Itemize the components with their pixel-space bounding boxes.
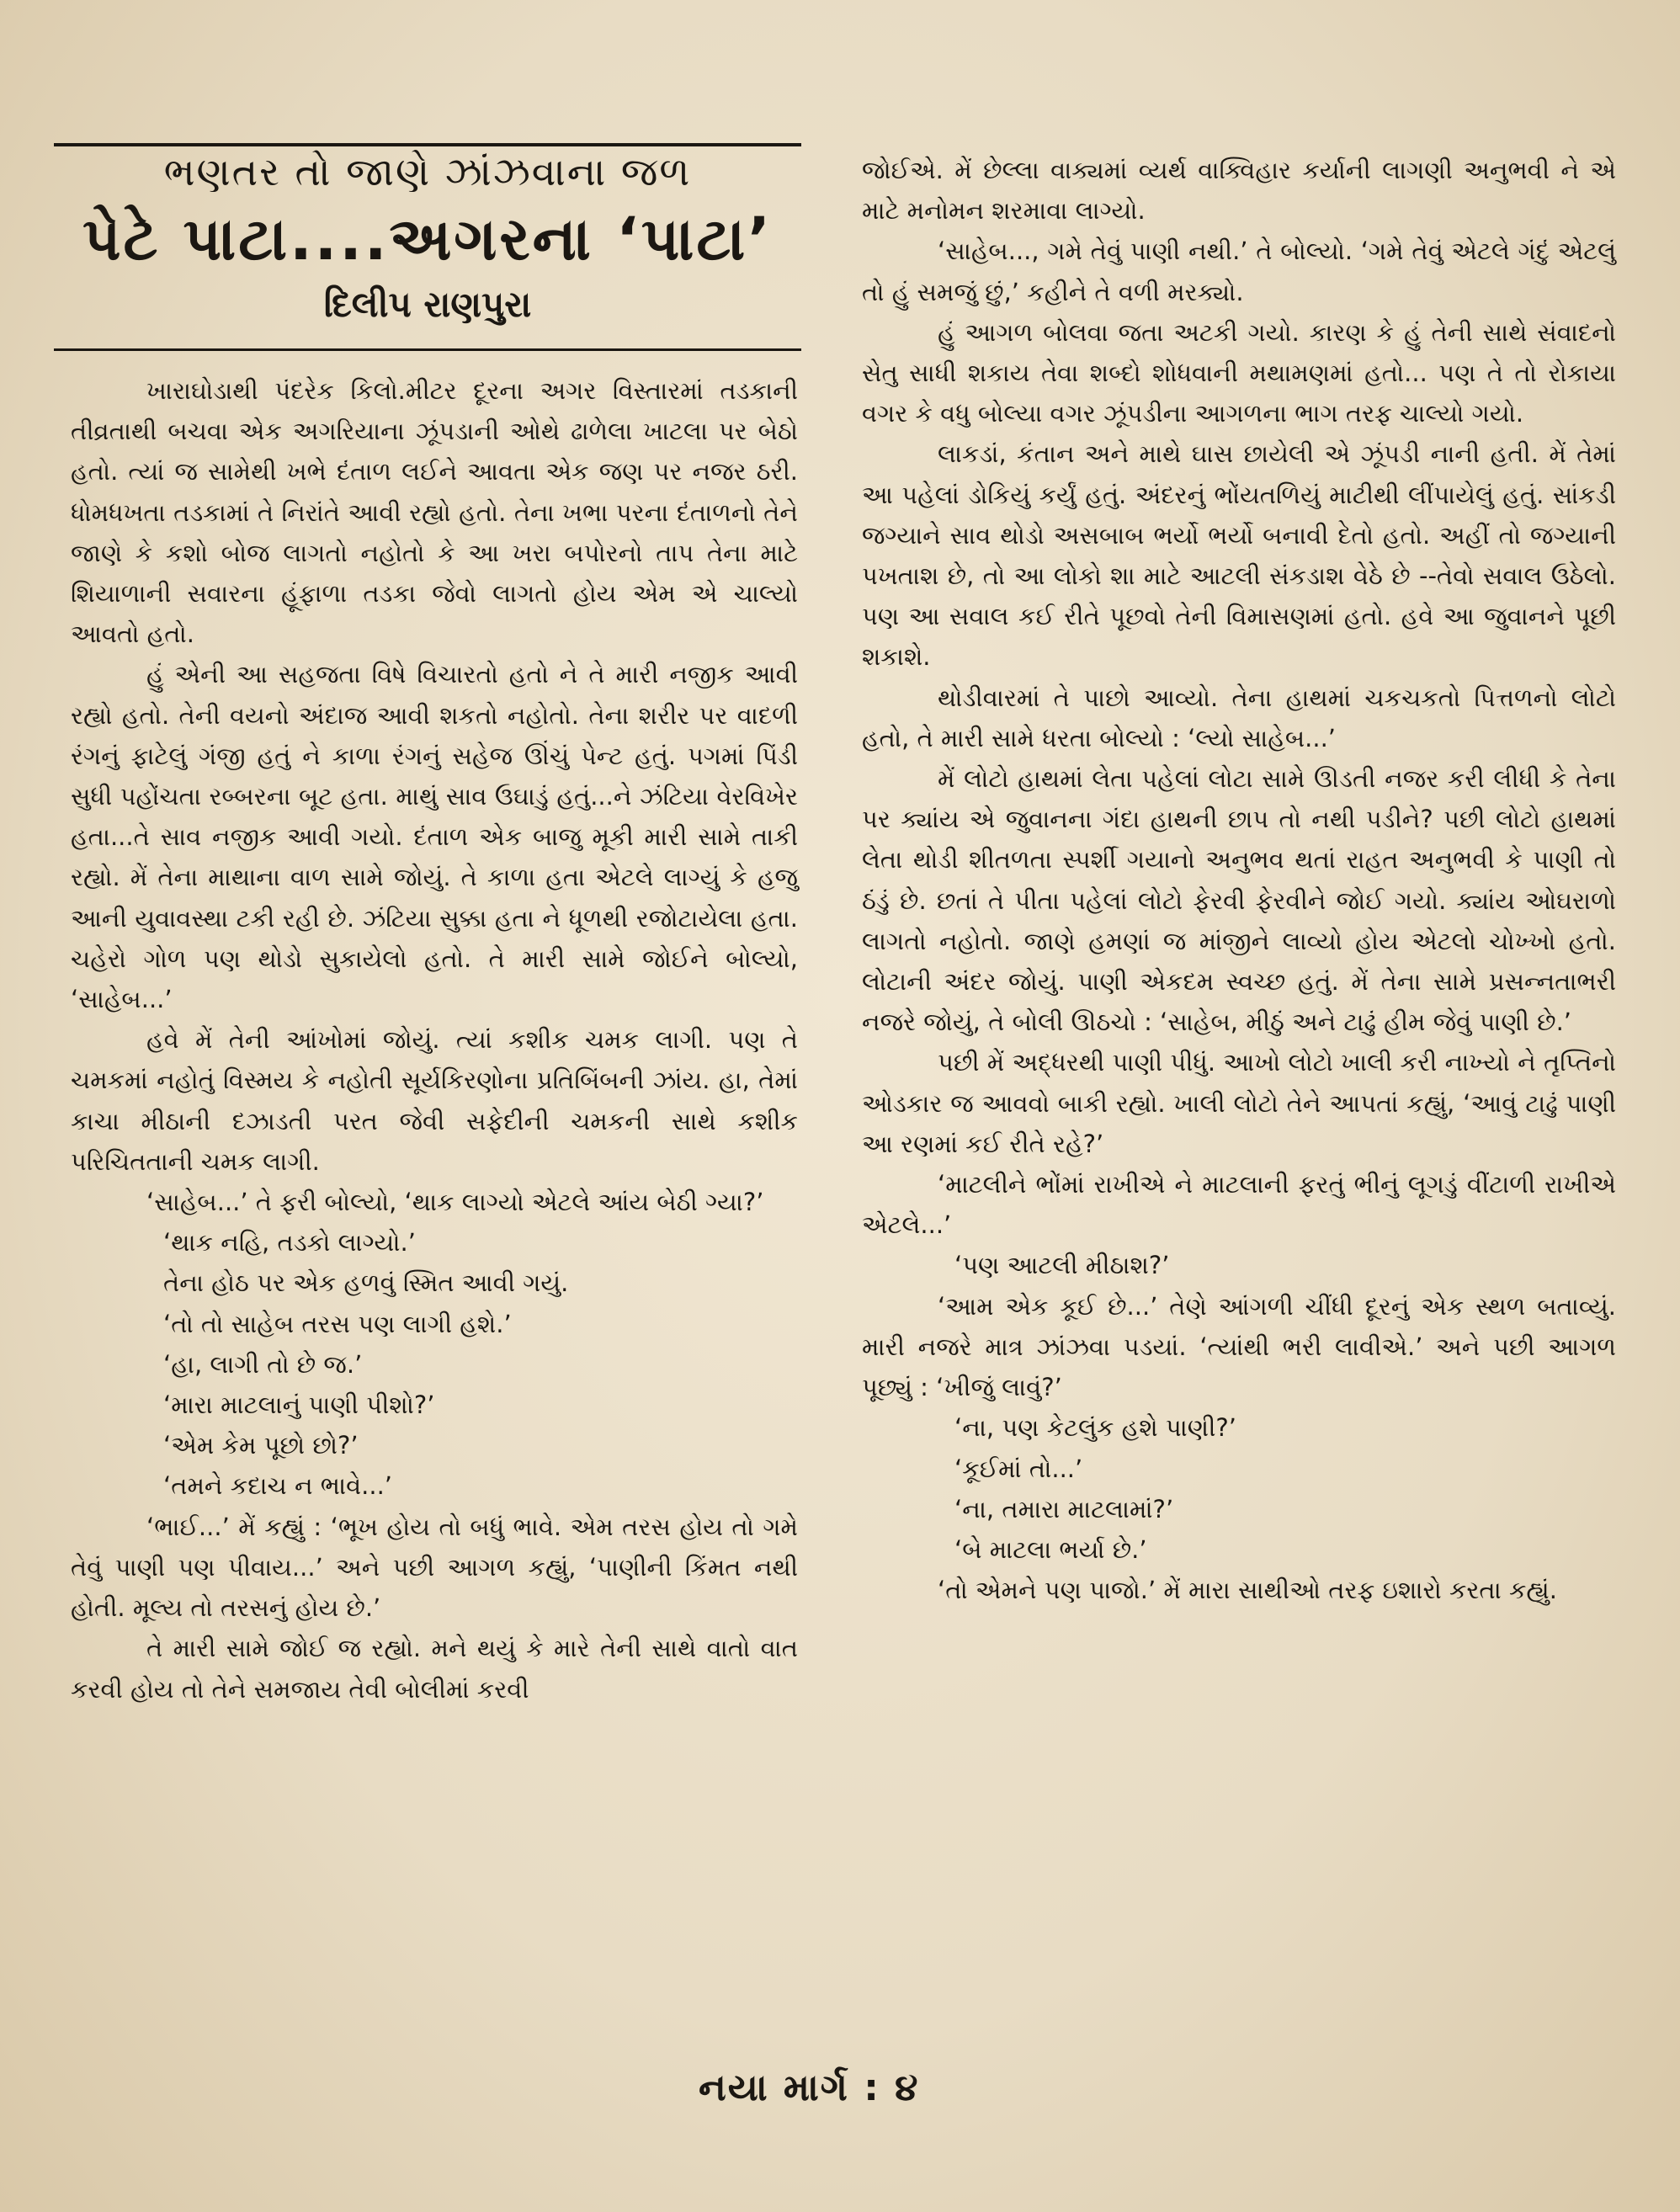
paragraph: ‘સાહેબ..., ગમે તેવું પાણી નથી.’ તે બોલ્યો. ‘ગમે તેવું એટલે ગંદું એટલું તો હું સમજું છું,’ કહીને તે વળી મરક્યો. <box>862 237 1616 306</box>
paragraph: ‘સાહેબ...’ તે ફરી બોલ્યો, ‘થાક લાગ્યો એટલે આંય બેઠી ગ્યા?’ <box>146 1188 764 1217</box>
paragraph: ‘આમ એક કૂઈ છે...’ તેણે આંગળી ચીંધી દૂરનું એક સ્થળ બતાવ્યું. મારી નજરે માત્ર ઝાંઝવા પડયાં. ‘ત્યાંથી ભરી લાવીએ.’ અને પછી આગળ પૂછ્યું : ‘ખીજું લાવું?’ <box>862 1291 1616 1402</box>
paragraph: મેં લોટો હાથમાં લેતા પહેલાં લોટા સામે ઊડતી નજર કરી લીધી કે તેના પર ક્યાંય એ જુવાનના ગંદા હાથની છાપ તો નથી પડીને? પછી લોટો હાથમાં લેતા થોડી શીતળતા સ્પર્શી ગયાનો અનુભવ થતાં રાહત અનુભવી કે પાણી તો ઠંડું છે. છતાં તે પીતા પહેલાં લોટો ફેરવી ફેરવીને જોઈ ગયો. ક્યાંય ઓઘરાળો લાગતો નહોતો. જાણે હમણાં જ માંજીને લાવ્યો હોય એટલો ચોખ્ખો હતો. લોટાની અંદર જોયું. પાણી એકદમ સ્વચ્છ હતું. મેં તેના સામે પ્રસન્નતાભરી નજરે જોયું, તે બોલી ઊઠચો : ‘સાહેબ, મીઠું અને ટાઢું હીમ જેવું પાણી છે.’ <box>862 764 1616 1037</box>
dialogue-line: ‘તમને કદાચ ન ભાવે...’ <box>163 1471 393 1501</box>
dialogue-line: ‘બે માટલા ભર્યા છે.’ <box>954 1534 1147 1564</box>
article-author: દિલીપ રાણપુરા <box>323 284 532 325</box>
paragraph: હું આગળ બોલવા જતા અટકી ગયો. કારણ કે હું તેની સાથે સંવાદનો સેતુ સાધી શકાય તેવા શબ્દો શોધવાની મથામણમાં હતો... પણ તે તો રોકાયા વગર કે વધુ બોલ્યા વગર ઝૂંપડીના આગળના ભાગ તરફ ચાલ્યો ગયો. <box>862 317 1616 428</box>
paragraph: તે મારી સામે જોઈ જ રહ્યો. મને થયું કે મારે તેની સાથે વાતો વાત કરવી હોય તો તેને સમજાય તેવી બોલીમાં કરવી <box>71 1634 798 1704</box>
dialogue-line: ‘કૂઈમાં તો...’ <box>954 1454 1083 1483</box>
paragraph: થોડીવારમાં તે પાછો આવ્યો. તેના હાથમાં ચકચકતો પિત્તળનો લોટો હતો, તે મારી સામે ધરતા બોલ્યો : ‘લ્યો સાહેબ...’ <box>862 683 1616 752</box>
header-bottom-rule <box>54 348 801 351</box>
paragraph: ‘માટલીને ભોંમાં રાખીએ ને માટલાની ફરતું ભીનું લૂગડું વીંટાળી રાખીએ એટલે...’ <box>862 1170 1616 1240</box>
left-column <box>71 370 798 1710</box>
paragraph: લાકડાં, કંતાન અને માથે ઘાસ છાયેલી એ ઝૂંપડી નાની હતી. મેં તેમાં આ પહેલાં ડોકિયું કર્યું હતું. અંદરનું ભોંયતળિયું માટીથી લીંપાયેલું હતું. સાંકડી જગ્યાને સાવ થોડો અસબાબ ભર્યો ભર્યો બનાવી દેતો હતો. અહીં તો જગ્યાની પખતાશ છે, તો આ લોકો શા માટે આટલી સંકડાશ વેઠે છે --તેવો સવાલ ઉઠેલો. પણ આ સવાલ કઈ રીતે પૂછવો તેની વિમાસણમાં હતો. હવે આ જુવાનને પૂછી શકાશે. <box>862 439 1616 672</box>
dialogue-line: ‘તો તો સાહેબ તરસ પણ લાગી હશે.’ <box>163 1309 512 1338</box>
paragraph: ‘ભાઈ...’ મેં કહ્યું : ‘ભૂખ હોય તો બધું ભાવે. એમ તરસ હોય તો ગમે તેવું પાણી પણ પીવાય...’ અને પછી આગળ કહ્યું, ‘પાણીની કિંમત નથી હોતી. મૂલ્ય તો તરસનું હોય છે.’ <box>71 1512 798 1623</box>
paragraph: જોઈએ. મેં છેલ્લા વાક્યમાં વ્યર્થ વાક્વિહાર કર્યાની લાગણી અનુભવી ને એ માટે મનોમન શરમાવા લાગ્યો. <box>862 156 1616 226</box>
dialogue-line: ‘ના, તમારા માટલામાં?’ <box>954 1494 1174 1523</box>
dialogue-line: તેના હોઠ પર એક હળવું સ્મિત આવી ગયું. <box>163 1268 569 1298</box>
page-footer: નયા માર્ગ : ૪ <box>699 2066 920 2109</box>
right-column <box>862 150 1616 1610</box>
paragraph: પછી મેં અદ્ધરથી પાણી પીધું. આખો લોટો ખાલી કરી નાખ્યો ને તૃપ્તિનો ઓડકાર જ આવવો બાકી રહ્યો. ખાલી લોટો તેને આપતાં કહ્યું, ‘આવું ટાઢું પાણી આ રણમાં કઈ રીતે રહે?’ <box>862 1048 1616 1158</box>
dialogue-line: ‘પણ આટલી મીઠાશ?’ <box>954 1251 1170 1280</box>
article-title: પેટે પાટા....અગરના ‘પાટા’ <box>82 205 773 274</box>
paragraph: હું એની આ સહજતા વિષે વિચારતો હતો ને તે મારી નજીક આવી રહ્યો હતો. તેની વયનો અંદાજ આવી શકતો નહોતો. તેના શરીર પર વાદળી રંગનું ફાટેલું ગંજી હતું ને કાળા રંગનું સહેજ ઊંચું પેન્ટ હતું. પગમાં પિંડી સુધી પહોંચતા રબ્બરના બૂટ હતા. માથું સાવ ઉઘાડું હતું...ને ઝંટિયા વેરવિખેર હતા...તે સાવ નજીક આવી ગયો. દંતાળ એક બાજુ મૂકી મારી સામે તાકી રહ્યો. મેં તેના માથાના વાળ સામે જોયું. તે કાળા હતા એટલે લાગ્યું કે હજુ આની યુવાવસ્થા ટકી રહી છે. ઝંટિયા સુક્કા હતા ને ધૂળથી રજોટાયેલા હતા. ચહેરો ગોળ પણ થોડો સુકાયેલો હતો. તે મારી સામે જોઈને બોલ્યો, ‘સાહેબ...’ <box>71 660 798 1014</box>
article-kicker: ભણતર તો જાણે ઝાંઝવાના જળ <box>163 149 692 194</box>
dialogue-line: ‘હા, લાગી તો છે જ.’ <box>163 1349 363 1379</box>
dialogue-line: ‘મારા માટલાનું પાણી પીશો?’ <box>163 1390 435 1420</box>
paragraph: ‘તો એમને પણ પાજો.’ મેં મારા સાથીઓ તરફ ઇશારો કરતા કહ્યું. <box>938 1576 1557 1605</box>
paragraph: ખારાઘોડાથી પંદરેક કિલો.મીટર દૂરના અગર વિસ્તારમાં તડકાની તીવ્રતાથી બચવા એક અગરિયાના ઝૂંપડાની ઓથે ઢાળેલા ખાટલા પર બેઠો હતો. ત્યાં જ સામેથી ખભે દંતાળ લઈને આવતા એક જણ પર નજર ઠરી. ધોમધખતા તડકામાં તે નિરાંતે આવી રહ્યો હતો. તેના ખભા પરના દંતાળનો તેને જાણે કે કશો બોજ લાગતો નહોતો કે આ ખરા બપોરનો તાપ તેના માટે શિયાળાની સવારના હૂંફાળા તડકા જેવો લાગતો હોય એમ એ ચાલ્યો આવતો હતો. <box>71 376 798 649</box>
dialogue-line: ‘એમ કેમ પૂછો છો?’ <box>163 1431 359 1460</box>
article-header <box>54 145 801 330</box>
paragraph: હવે મેં તેની આંખોમાં જોયું. ત્યાં કશીક ચમક લાગી. પણ તે ચમકમાં નહોતું વિસ્મય કે નહોતી સૂર્યકિરણોના પ્રતિબિંબની ઝાંય. હા, તેમાં કાચા મીઠાની દઝાડતી પરત જેવી સફેદીની ચમકની સાથે કશીક પરિચિતતાની ચમક લાગી. <box>71 1025 798 1176</box>
dialogue-line: ‘થાક નહિ, તડકો લાગ્યો.’ <box>163 1228 416 1258</box>
dialogue-line: ‘ના, પણ કેટલુંક હશે પાણી?’ <box>954 1413 1236 1443</box>
